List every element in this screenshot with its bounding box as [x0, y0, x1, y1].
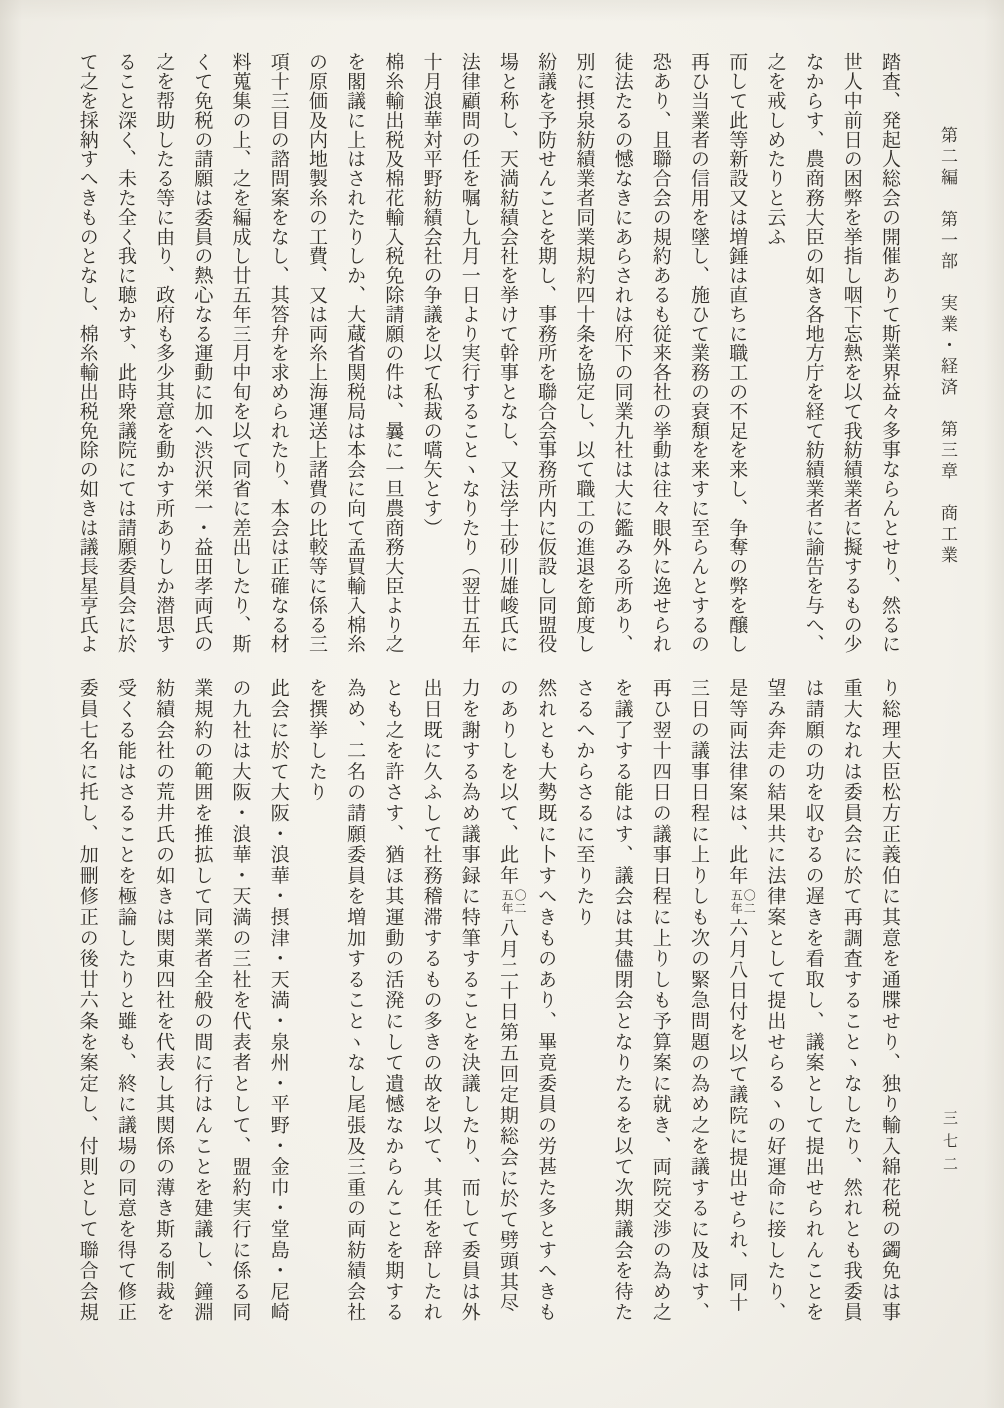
text-column: 紛議を予防せんことを期し、事務所を聯合会事務所内に仮設し同盟役: [535, 52, 557, 654]
text-column: 別に摂泉紡績業者同業規約四十条を協定し、以て職工の進退を節度し: [573, 52, 595, 654]
text-column: 受くる能はさることを極論したりと雖も、終に議場の同意を得て修正: [114, 678, 136, 1323]
text-column: 再ひ翌十四日の議事日程に上りしも予算案に就き、両院交渉の為め之: [649, 678, 671, 1323]
text-column: くて免税の請願は委員の熱心なる運動に加へ渋沢栄一・益田孝両氏の: [191, 52, 213, 654]
text-column: 再ひ当業者の信用を墜し、施ひて業務の衰頽を来すに至らんとするの: [687, 52, 709, 654]
text-column: は請願の功を収むるの遅きを看取し、議案として提出せられんことを: [802, 678, 824, 1323]
text-column: 出日既に久ふして社務稽滞するもの多きの故を以て、其任を辞したれ: [420, 678, 442, 1323]
text-block-bottom: [66, 678, 908, 1368]
page-number: 三七二: [941, 1110, 957, 1179]
text-column: 棉糸輸出税及棉花輸入税免除請願の件は、曩に一旦農商務大臣より之: [382, 52, 404, 654]
text-column: 項十三目の諮問案をなし、其答弁を求められたり、本会は正確なる材: [267, 52, 289, 654]
text-column: なからす、農商務大臣の如き各地方庁を経て紡績業者に諭告を与へ、: [802, 52, 824, 654]
text-column: とも之を許さす、猶ほ其運動の活溌にして遺憾なからんことを期する: [382, 678, 404, 1323]
text-column: 料蒐集の上、之を編成し廿五年三月中旬を以て同省に差出したり、斯: [229, 52, 251, 654]
text-column: 紡績会社の荒井氏の如きは関東四社を代表し其関係の薄き斯る制裁を: [153, 678, 175, 1323]
text-column: 業規約の範囲を推拡して同業者全般の間に行はんことを建議し、鐘淵: [191, 678, 213, 1323]
text-column: の九社は大阪・浪華・天満の三社を代表者として、盟約実行に係る同: [229, 678, 251, 1323]
text-column: 此会に於て大阪・浪華・摂津・天満・泉州・平野・金巾・堂島・尼崎: [267, 678, 289, 1323]
text-column: 為め、二名の請願委員を増加することヽなし尾張及三重の両紡績会社: [344, 678, 366, 1323]
inline-year-note: 〇二 五年: [729, 889, 757, 915]
text-column: を議了する能はす、議会は其儘閉会となりたるを以て次期議会を待た: [611, 678, 633, 1323]
text-column: 是等両法律案は、此年 〇二 五年 六月八日付を以て議院に提出せられ、同十: [726, 678, 757, 1314]
text-column: ること深く、未た全く我に聴かす、此時衆議院にては請願委員会に於: [114, 52, 136, 654]
text-column: 世人中前日の困弊を挙指し咽下忘熱を以て我紡績業者に擬するもの少: [840, 52, 862, 654]
text-column: り総理大臣松方正義伯に其意を通牒せり、独り輸入綿花税の蠲免は事: [879, 678, 900, 1323]
text-block-top: [66, 52, 908, 664]
text-column: 三日の議事日程に上りしも次の緊急問題の為め之を議するに及はす、: [687, 678, 709, 1323]
text-column: 力を謝する為め議事録に特筆することを決議したり、而して委員は外: [458, 678, 480, 1323]
text-column: 之を戒しめたりと云ふ: [764, 52, 786, 246]
text-column: の原価及内地製糸の工費、又は両糸上海運送上諸費の比較等に係る三: [305, 52, 327, 654]
text-column: 場と称し、天満紡績会社を挙けて幹事となし、又法学士砂川雄峻氏に: [496, 52, 518, 654]
text-column: 而して此等新設又は増錘は直ちに職工の不足を来し、争奪の弊を醸し: [726, 52, 748, 654]
running-head: 第二編 第一部 実業・経済 第三章 商工業: [938, 126, 957, 567]
text-column: 徒法たるの憾なきにあらされは府下の同業九社は大に鑑みる所あり、: [611, 52, 633, 654]
text-column: を閣議に上はされたりしか、大蔵省関税局は本会に向て孟買輸入棉糸: [344, 52, 366, 654]
inline-year-note: 〇二 五年: [499, 889, 527, 915]
text-column: 踏査、発起人総会の開催ありて斯業界益々多事ならんとせり、然るに: [879, 52, 900, 654]
text-column: さるへからさるに至りたり: [573, 678, 595, 928]
text-column: 委員七名に托し、加刪修正の後廿六条を案定し、付則として聯合会規: [76, 678, 98, 1323]
text-column: て之を採納すへきものとなし、棉糸輸出税免除の如きは議長星亨氏よ: [76, 52, 98, 654]
text-column: 然れとも大勢既に卜すへきものあり、畢竟委員の労甚た多とすへきも: [535, 678, 557, 1323]
text-column: のありしを以て、此年 〇二 五年 八月二十日第五回定期総会に於て劈頭其尽: [496, 678, 527, 1314]
text-column: 之を帮助したる等に由り、政府も多少其意を動かす所ありしか潜思す: [153, 52, 175, 654]
text-column: 法律顧問の任を嘱し九月一日より実行することヽなりたり（翌廿五年: [458, 52, 480, 654]
text-column: 重大なれは委員会に於て再調査することヽなしたり、然れとも我委員: [840, 678, 862, 1323]
text-column: 十月浪華対平野紡績会社の争議を以て私裁の嚆矢とす）: [420, 52, 442, 537]
text-column: 望み奔走の結果共に法律案として提出せらるヽの好運命に接したり、: [764, 678, 786, 1323]
text-column: 恐あり、且聯合会の規約あるも従来各社の挙動は往々眼外に逸せられ: [649, 52, 671, 654]
text-column: を撰挙したり: [305, 678, 327, 803]
